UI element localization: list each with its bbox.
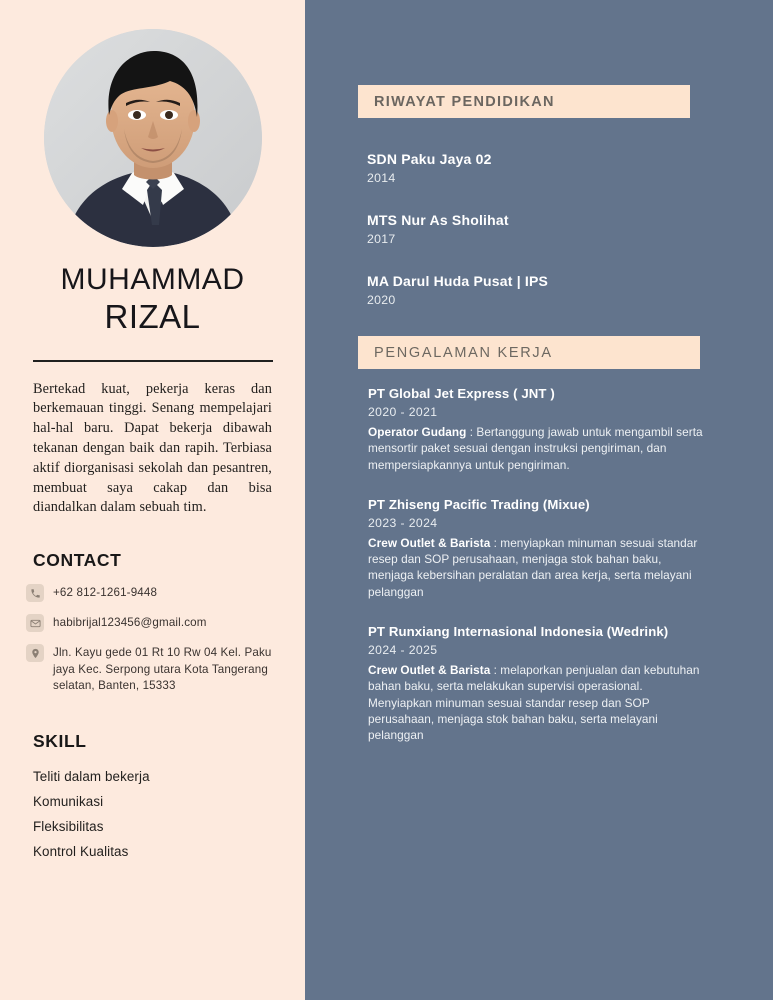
skill-section-title: SKILL [33,730,87,751]
left-sidebar [0,0,305,1000]
experience-company: PT Runxiang Internasional Indonesia (Wedrink) [368,624,669,640]
contact-list [26,584,305,695]
list-item: Fleksibilitas [33,818,104,834]
education-school: MA Darul Huda Pusat | IPS [367,273,549,289]
skill-list [33,764,305,864]
location-pin-icon [26,644,44,662]
experience-description [368,424,708,473]
experience-year: 2024 - 2025 [368,643,438,658]
experience-role: Crew Outlet & Barista [368,663,491,678]
list-item [367,150,773,185]
contact-item-email[interactable] [26,614,305,632]
experience-list [368,385,708,744]
education-list [367,150,773,307]
contact-item-address[interactable] [26,644,305,695]
list-item [368,623,708,743]
experience-company: PT Global Jet Express ( JNT ) [368,386,555,401]
list-item: Komunikasi [33,793,104,809]
page-title [0,263,305,336]
list-item: Kontrol Kualitas [33,843,129,859]
name-divider [33,360,273,362]
list-item [368,496,708,600]
education-school: MTS Nur As Sholihat [367,212,509,228]
profile-summary: Bertekad kuat, pekerja keras dan berkemauan tinggi. Senang mempelajari hal-hal baru. Dapat bekerja dibawah tekanan dengan baik dan rapih. Terbiasa aktif diorganisasi sekolah dan pesantren, membuat saya cakap dan bisa diandalkan dalam sebuah tim. [33,380,272,516]
list-item [368,385,708,473]
envelope-icon [26,614,44,632]
list-item [367,272,773,307]
name-last: RIZAL [104,297,201,335]
experience-year: 2020 - 2021 [368,405,438,419]
contact-section-title: CONTACT [33,550,122,571]
experience-duties: : melaporkan penjualan dan kebutuhan bahan baku, serta melakukan supervisi operasional. Menyiapkan minuman sesuai standar resep dan SOP perusahaan, menjaga stok bahan baku, serta melayani pelanggan [368,663,700,743]
contact-value-address: Jln. Kayu gede 01 Rt 10 Rw 04 Kel. Paku jaya Kec. Serpong utara Kota Tangerang selatan, Banten, 15333 [53,646,272,693]
main-content [305,0,773,1000]
education-year: 2020 [367,293,396,307]
education-year: 2014 [367,171,396,185]
education-year: 2017 [367,232,396,246]
contact-value-phone: +62 812-1261-9448 [53,586,158,600]
list-item: Teliti dalam bekerja [33,768,150,784]
profile-photo [44,29,262,247]
experience-section-title: PENGALAMAN KERJA [374,344,553,361]
experience-description [368,535,708,600]
portrait-illustration [44,29,262,247]
experience-duties: : Bertanggung jawab untuk mengambil serta mensortir paket sesuai dengan instruksi pengiriman, dan mempersiapkannya untuk pengiriman. [368,425,703,472]
education-school: SDN Paku Jaya 02 [367,151,492,167]
experience-role: Operator Gudang [368,425,467,439]
education-section-header [358,85,690,118]
experience-section-header [358,336,700,369]
experience-description [368,662,708,743]
experience-year: 2023 - 2024 [368,515,438,530]
contact-value-email: habibrijal123456@gmail.com [53,616,207,630]
education-section-title: RIWAYAT PENDIDIKAN [374,93,555,110]
contact-item-phone[interactable] [26,584,305,602]
name-first: MUHAMMAD [60,263,245,296]
phone-icon [26,584,44,602]
experience-role: Crew Outlet & Barista [368,535,491,550]
list-item [367,211,773,246]
experience-duties: : menyiapkan minuman sesuai standar resep dan SOP perusahaan, menjaga stok bahan baku, menjaga kebersihan peralatan dan area kerja, serta melayani pelanggan [368,535,698,599]
experience-company: PT Zhiseng Pacific Trading (Mixue) [368,496,590,512]
